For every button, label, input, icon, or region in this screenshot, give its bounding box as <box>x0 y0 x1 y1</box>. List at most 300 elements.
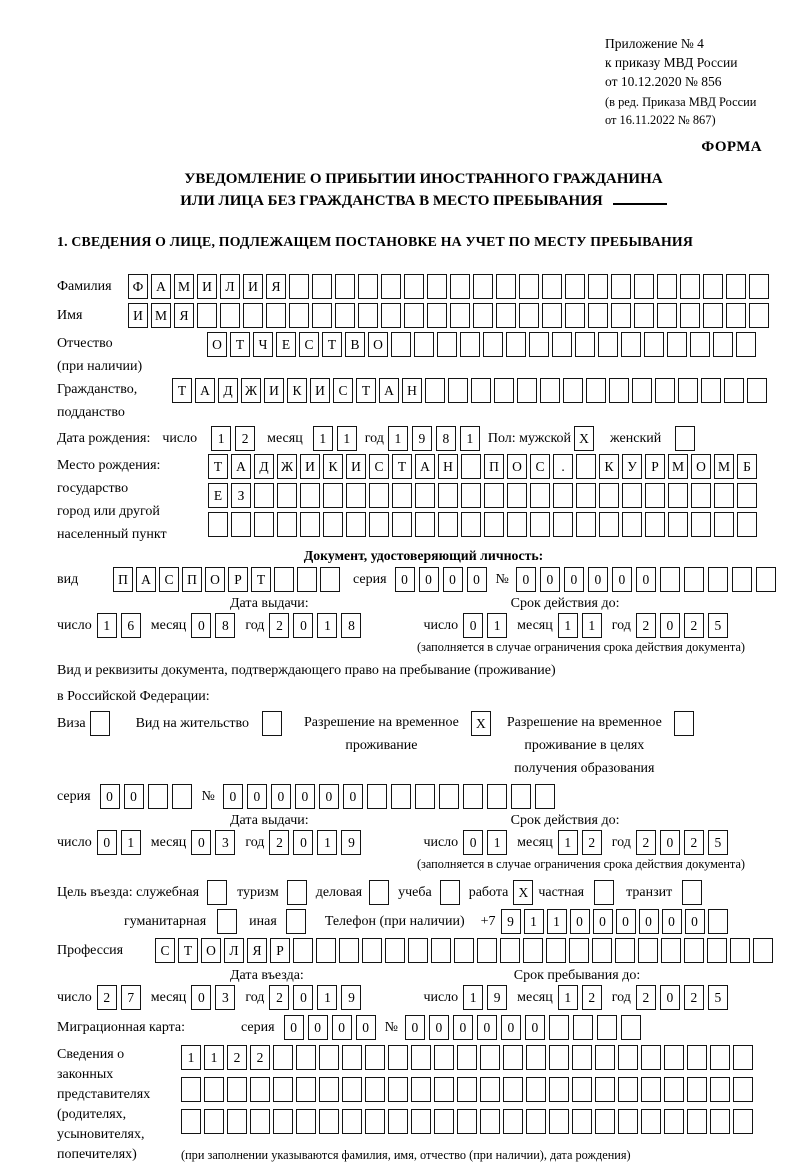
char-cell[interactable]: 0 <box>247 784 267 809</box>
char-cell[interactable] <box>367 784 387 809</box>
char-cell[interactable] <box>540 378 560 403</box>
char-cell[interactable]: 1 <box>211 426 231 451</box>
char-cell[interactable]: З <box>231 483 251 508</box>
char-cell[interactable] <box>703 274 723 299</box>
char-cell[interactable]: 0 <box>395 567 415 592</box>
char-cell[interactable] <box>657 274 677 299</box>
char-cell[interactable]: 0 <box>419 567 439 592</box>
char-cell[interactable] <box>496 303 516 328</box>
char-cell[interactable] <box>549 1109 569 1134</box>
char-cell[interactable] <box>461 483 481 508</box>
char-cell[interactable] <box>204 1109 224 1134</box>
char-cell[interactable] <box>296 1077 316 1102</box>
char-cell[interactable] <box>297 567 317 592</box>
char-cell[interactable]: 2 <box>235 426 255 451</box>
char-cell[interactable] <box>369 483 389 508</box>
char-cell[interactable] <box>381 274 401 299</box>
char-cell[interactable] <box>181 1109 201 1134</box>
char-cell[interactable] <box>437 332 457 357</box>
char-cell[interactable]: 0 <box>271 784 291 809</box>
char-cell[interactable]: 0 <box>443 567 463 592</box>
char-cell[interactable] <box>667 332 687 357</box>
char-cell[interactable] <box>597 1015 617 1040</box>
char-cell[interactable] <box>595 1077 615 1102</box>
char-cell[interactable] <box>503 1045 523 1070</box>
char-cell[interactable] <box>507 512 527 537</box>
char-cell[interactable] <box>523 938 543 963</box>
char-cell[interactable] <box>517 378 537 403</box>
purpose-study-checkbox[interactable] <box>440 880 460 905</box>
char-cell[interactable] <box>708 567 728 592</box>
char-cell[interactable] <box>586 378 606 403</box>
char-cell[interactable]: М <box>668 454 688 479</box>
char-cell[interactable]: 9 <box>412 426 432 451</box>
char-cell[interactable]: 0 <box>588 567 608 592</box>
char-cell[interactable]: 0 <box>223 784 243 809</box>
char-cell[interactable] <box>553 483 573 508</box>
char-cell[interactable] <box>320 567 340 592</box>
char-cell[interactable]: 1 <box>181 1045 201 1070</box>
char-cell[interactable]: 1 <box>558 613 578 638</box>
char-cell[interactable]: 6 <box>121 613 141 638</box>
char-cell[interactable] <box>385 938 405 963</box>
char-cell[interactable]: У <box>622 454 642 479</box>
char-cell[interactable] <box>461 454 481 479</box>
char-cell[interactable]: М <box>174 274 194 299</box>
char-cell[interactable]: И <box>346 454 366 479</box>
char-cell[interactable] <box>546 938 566 963</box>
char-cell[interactable]: 0 <box>319 784 339 809</box>
female-checkbox[interactable] <box>675 426 695 451</box>
char-cell[interactable] <box>346 483 366 508</box>
char-cell[interactable]: Я <box>247 938 267 963</box>
char-cell[interactable] <box>618 1109 638 1134</box>
char-cell[interactable] <box>595 1045 615 1070</box>
char-cell[interactable] <box>323 483 343 508</box>
char-cell[interactable]: Ч <box>253 332 273 357</box>
char-cell[interactable] <box>250 1077 270 1102</box>
char-cell[interactable] <box>319 1109 339 1134</box>
char-cell[interactable]: 0 <box>97 830 117 855</box>
char-cell[interactable]: 0 <box>332 1015 352 1040</box>
char-cell[interactable] <box>388 1109 408 1134</box>
char-cell[interactable] <box>392 483 412 508</box>
char-cell[interactable] <box>726 303 746 328</box>
char-cell[interactable]: 1 <box>558 830 578 855</box>
char-cell[interactable] <box>427 303 447 328</box>
char-cell[interactable] <box>526 1045 546 1070</box>
char-cell[interactable] <box>438 512 458 537</box>
char-cell[interactable] <box>312 303 332 328</box>
purpose-humanitarian-checkbox[interactable] <box>217 909 237 934</box>
char-cell[interactable] <box>208 512 228 537</box>
char-cell[interactable] <box>542 303 562 328</box>
char-cell[interactable]: Я <box>174 303 194 328</box>
char-cell[interactable]: 1 <box>313 426 333 451</box>
char-cell[interactable] <box>391 332 411 357</box>
char-cell[interactable]: 1 <box>463 985 483 1010</box>
char-cell[interactable]: 2 <box>269 830 289 855</box>
char-cell[interactable] <box>243 303 263 328</box>
char-cell[interactable] <box>342 1109 362 1134</box>
char-cell[interactable]: 2 <box>227 1045 247 1070</box>
char-cell[interactable]: О <box>507 454 527 479</box>
char-cell[interactable] <box>414 332 434 357</box>
char-cell[interactable]: 1 <box>388 426 408 451</box>
char-cell[interactable] <box>641 1045 661 1070</box>
char-cell[interactable] <box>701 378 721 403</box>
char-cell[interactable]: 9 <box>341 985 361 1010</box>
char-cell[interactable] <box>733 1109 753 1134</box>
char-cell[interactable]: 0 <box>612 567 632 592</box>
char-cell[interactable]: 9 <box>341 830 361 855</box>
char-cell[interactable] <box>369 512 389 537</box>
char-cell[interactable] <box>457 1109 477 1134</box>
char-cell[interactable]: Е <box>276 332 296 357</box>
char-cell[interactable] <box>618 1077 638 1102</box>
char-cell[interactable] <box>634 303 654 328</box>
char-cell[interactable]: П <box>182 567 202 592</box>
char-cell[interactable]: 0 <box>356 1015 376 1040</box>
char-cell[interactable]: 5 <box>708 613 728 638</box>
char-cell[interactable] <box>680 303 700 328</box>
char-cell[interactable]: 0 <box>293 613 313 638</box>
char-cell[interactable] <box>296 1109 316 1134</box>
char-cell[interactable] <box>415 483 435 508</box>
char-cell[interactable]: Т <box>230 332 250 357</box>
char-cell[interactable] <box>388 1077 408 1102</box>
char-cell[interactable]: . <box>553 454 573 479</box>
char-cell[interactable] <box>621 1015 641 1040</box>
char-cell[interactable] <box>473 303 493 328</box>
char-cell[interactable]: 1 <box>317 613 337 638</box>
char-cell[interactable] <box>749 303 769 328</box>
char-cell[interactable] <box>503 1077 523 1102</box>
char-cell[interactable] <box>477 938 497 963</box>
char-cell[interactable] <box>526 1109 546 1134</box>
char-cell[interactable] <box>674 711 694 736</box>
char-cell[interactable] <box>365 1109 385 1134</box>
char-cell[interactable]: 1 <box>317 830 337 855</box>
char-cell[interactable]: П <box>484 454 504 479</box>
char-cell[interactable]: 0 <box>593 909 613 934</box>
char-cell[interactable] <box>365 1077 385 1102</box>
char-cell[interactable]: 0 <box>463 830 483 855</box>
char-cell[interactable]: Л <box>220 274 240 299</box>
char-cell[interactable] <box>687 1077 707 1102</box>
char-cell[interactable]: Т <box>208 454 228 479</box>
char-cell[interactable]: 0 <box>616 909 636 934</box>
char-cell[interactable] <box>703 303 723 328</box>
char-cell[interactable]: 8 <box>215 613 235 638</box>
char-cell[interactable]: С <box>159 567 179 592</box>
char-cell[interactable]: О <box>368 332 388 357</box>
char-cell[interactable] <box>319 1077 339 1102</box>
char-cell[interactable] <box>319 1045 339 1070</box>
char-cell[interactable] <box>342 1077 362 1102</box>
char-cell[interactable] <box>595 1109 615 1134</box>
char-cell[interactable]: 0 <box>660 830 680 855</box>
char-cell[interactable]: Л <box>224 938 244 963</box>
char-cell[interactable]: 0 <box>477 1015 497 1040</box>
char-cell[interactable] <box>684 567 704 592</box>
char-cell[interactable]: Т <box>356 378 376 403</box>
char-cell[interactable]: 2 <box>684 985 704 1010</box>
char-cell[interactable] <box>404 303 424 328</box>
char-cell[interactable]: 2 <box>636 985 656 1010</box>
char-cell[interactable]: Р <box>228 567 248 592</box>
char-cell[interactable]: Ж <box>241 378 261 403</box>
char-cell[interactable]: 2 <box>636 613 656 638</box>
char-cell[interactable] <box>641 1077 661 1102</box>
char-cell[interactable]: 0 <box>685 909 705 934</box>
char-cell[interactable] <box>549 1045 569 1070</box>
char-cell[interactable] <box>511 784 531 809</box>
char-cell[interactable]: Т <box>322 332 342 357</box>
char-cell[interactable]: Е <box>208 483 228 508</box>
char-cell[interactable]: 0 <box>467 567 487 592</box>
char-cell[interactable] <box>277 483 297 508</box>
char-cell[interactable]: К <box>287 378 307 403</box>
char-cell[interactable]: И <box>300 454 320 479</box>
char-cell[interactable] <box>181 1077 201 1102</box>
char-cell[interactable] <box>634 274 654 299</box>
char-cell[interactable] <box>220 303 240 328</box>
char-cell[interactable]: Д <box>218 378 238 403</box>
char-cell[interactable] <box>664 1109 684 1134</box>
char-cell[interactable] <box>450 303 470 328</box>
char-cell[interactable] <box>753 938 773 963</box>
char-cell[interactable] <box>535 784 555 809</box>
residence-permit-checkbox[interactable] <box>262 711 282 736</box>
char-cell[interactable] <box>645 512 665 537</box>
char-cell[interactable]: К <box>599 454 619 479</box>
char-cell[interactable] <box>431 938 451 963</box>
char-cell[interactable] <box>457 1045 477 1070</box>
char-cell[interactable] <box>274 567 294 592</box>
char-cell[interactable] <box>463 784 483 809</box>
char-cell[interactable] <box>733 1077 753 1102</box>
char-cell[interactable]: 0 <box>405 1015 425 1040</box>
purpose-work-checkbox[interactable] <box>513 880 533 905</box>
char-cell[interactable] <box>657 303 677 328</box>
char-cell[interactable] <box>632 378 652 403</box>
temp-residence-checkbox[interactable] <box>471 711 491 736</box>
char-cell[interactable] <box>655 378 675 403</box>
char-cell[interactable]: А <box>195 378 215 403</box>
purpose-official-checkbox[interactable] <box>207 880 227 905</box>
char-cell[interactable]: 1 <box>487 830 507 855</box>
char-cell[interactable] <box>519 303 539 328</box>
char-cell[interactable] <box>287 880 307 905</box>
char-cell[interactable]: 0 <box>293 830 313 855</box>
char-cell[interactable] <box>487 784 507 809</box>
char-cell[interactable] <box>552 332 572 357</box>
char-cell[interactable] <box>440 880 460 905</box>
char-cell[interactable] <box>484 483 504 508</box>
char-cell[interactable]: 7 <box>121 985 141 1010</box>
char-cell[interactable] <box>638 938 658 963</box>
char-cell[interactable] <box>594 880 614 905</box>
char-cell[interactable]: Н <box>402 378 422 403</box>
char-cell[interactable]: Я <box>266 274 286 299</box>
char-cell[interactable]: О <box>205 567 225 592</box>
char-cell[interactable] <box>714 483 734 508</box>
char-cell[interactable]: О <box>691 454 711 479</box>
char-cell[interactable] <box>408 938 428 963</box>
char-cell[interactable]: И <box>243 274 263 299</box>
char-cell[interactable]: 0 <box>540 567 560 592</box>
char-cell[interactable] <box>691 483 711 508</box>
char-cell[interactable] <box>480 1077 500 1102</box>
char-cell[interactable] <box>148 784 168 809</box>
char-cell[interactable]: Т <box>172 378 192 403</box>
char-cell[interactable] <box>277 512 297 537</box>
char-cell[interactable]: 9 <box>487 985 507 1010</box>
char-cell[interactable]: 2 <box>250 1045 270 1070</box>
char-cell[interactable] <box>411 1045 431 1070</box>
char-cell[interactable] <box>273 1045 293 1070</box>
char-cell[interactable]: 2 <box>269 985 289 1010</box>
char-cell[interactable] <box>599 483 619 508</box>
char-cell[interactable]: 0 <box>100 784 120 809</box>
char-cell[interactable]: 1 <box>317 985 337 1010</box>
char-cell[interactable]: 0 <box>463 613 483 638</box>
char-cell[interactable] <box>392 512 412 537</box>
char-cell[interactable] <box>358 274 378 299</box>
char-cell[interactable] <box>733 1045 753 1070</box>
char-cell[interactable] <box>611 303 631 328</box>
char-cell[interactable] <box>565 303 585 328</box>
char-cell[interactable] <box>197 303 217 328</box>
char-cell[interactable] <box>664 1077 684 1102</box>
char-cell[interactable] <box>737 512 757 537</box>
char-cell[interactable] <box>254 483 274 508</box>
char-cell[interactable]: X <box>574 426 594 451</box>
char-cell[interactable] <box>494 378 514 403</box>
char-cell[interactable]: 0 <box>662 909 682 934</box>
char-cell[interactable]: 1 <box>204 1045 224 1070</box>
char-cell[interactable]: О <box>201 938 221 963</box>
char-cell[interactable]: И <box>197 274 217 299</box>
char-cell[interactable] <box>273 1109 293 1134</box>
char-cell[interactable]: 0 <box>191 613 211 638</box>
char-cell[interactable] <box>576 454 596 479</box>
char-cell[interactable]: 1 <box>558 985 578 1010</box>
char-cell[interactable] <box>714 512 734 537</box>
char-cell[interactable]: Т <box>178 938 198 963</box>
char-cell[interactable] <box>454 938 474 963</box>
char-cell[interactable] <box>530 512 550 537</box>
char-cell[interactable] <box>641 1109 661 1134</box>
char-cell[interactable]: Б <box>737 454 757 479</box>
char-cell[interactable] <box>678 378 698 403</box>
char-cell[interactable] <box>615 938 635 963</box>
char-cell[interactable]: А <box>151 274 171 299</box>
char-cell[interactable] <box>710 1045 730 1070</box>
char-cell[interactable] <box>529 332 549 357</box>
char-cell[interactable]: О <box>207 332 227 357</box>
char-cell[interactable] <box>480 1045 500 1070</box>
char-cell[interactable] <box>668 483 688 508</box>
char-cell[interactable] <box>708 909 728 934</box>
char-cell[interactable] <box>434 1045 454 1070</box>
char-cell[interactable] <box>500 938 520 963</box>
char-cell[interactable] <box>484 512 504 537</box>
char-cell[interactable] <box>415 784 435 809</box>
char-cell[interactable]: С <box>333 378 353 403</box>
char-cell[interactable] <box>747 378 767 403</box>
char-cell[interactable]: 0 <box>295 784 315 809</box>
purpose-private-checkbox[interactable] <box>594 880 614 905</box>
char-cell[interactable]: А <box>136 567 156 592</box>
char-cell[interactable]: 0 <box>564 567 584 592</box>
char-cell[interactable]: 0 <box>191 985 211 1010</box>
char-cell[interactable]: 2 <box>269 613 289 638</box>
char-cell[interactable]: Т <box>251 567 271 592</box>
char-cell[interactable]: X <box>513 880 533 905</box>
char-cell[interactable] <box>730 938 750 963</box>
char-cell[interactable] <box>684 938 704 963</box>
char-cell[interactable]: Ж <box>277 454 297 479</box>
char-cell[interactable] <box>207 880 227 905</box>
char-cell[interactable]: Р <box>645 454 665 479</box>
char-cell[interactable] <box>434 1077 454 1102</box>
char-cell[interactable]: А <box>379 378 399 403</box>
char-cell[interactable] <box>598 332 618 357</box>
char-cell[interactable]: 3 <box>215 985 235 1010</box>
char-cell[interactable] <box>448 378 468 403</box>
char-cell[interactable] <box>438 483 458 508</box>
char-cell[interactable]: 1 <box>460 426 480 451</box>
char-cell[interactable]: 0 <box>501 1015 521 1040</box>
char-cell[interactable] <box>519 274 539 299</box>
char-cell[interactable]: В <box>345 332 365 357</box>
char-cell[interactable] <box>204 1077 224 1102</box>
char-cell[interactable]: М <box>151 303 171 328</box>
char-cell[interactable] <box>381 303 401 328</box>
char-cell[interactable] <box>690 332 710 357</box>
char-cell[interactable]: Н <box>438 454 458 479</box>
char-cell[interactable]: И <box>310 378 330 403</box>
char-cell[interactable] <box>621 332 641 357</box>
char-cell[interactable]: 0 <box>124 784 144 809</box>
char-cell[interactable] <box>644 332 664 357</box>
char-cell[interactable] <box>388 1045 408 1070</box>
char-cell[interactable]: 0 <box>308 1015 328 1040</box>
char-cell[interactable]: С <box>155 938 175 963</box>
char-cell[interactable]: П <box>113 567 133 592</box>
char-cell[interactable]: 0 <box>660 985 680 1010</box>
char-cell[interactable]: 0 <box>343 784 363 809</box>
char-cell[interactable]: 9 <box>501 909 521 934</box>
char-cell[interactable]: И <box>264 378 284 403</box>
char-cell[interactable] <box>736 332 756 357</box>
purpose-tourism-checkbox[interactable] <box>287 880 307 905</box>
char-cell[interactable] <box>687 1045 707 1070</box>
char-cell[interactable] <box>369 880 389 905</box>
char-cell[interactable] <box>250 1109 270 1134</box>
char-cell[interactable] <box>588 274 608 299</box>
char-cell[interactable]: А <box>415 454 435 479</box>
char-cell[interactable] <box>404 274 424 299</box>
char-cell[interactable] <box>749 274 769 299</box>
char-cell[interactable] <box>526 1077 546 1102</box>
char-cell[interactable]: 2 <box>684 613 704 638</box>
char-cell[interactable] <box>473 274 493 299</box>
char-cell[interactable]: 5 <box>708 830 728 855</box>
char-cell[interactable]: 0 <box>293 985 313 1010</box>
